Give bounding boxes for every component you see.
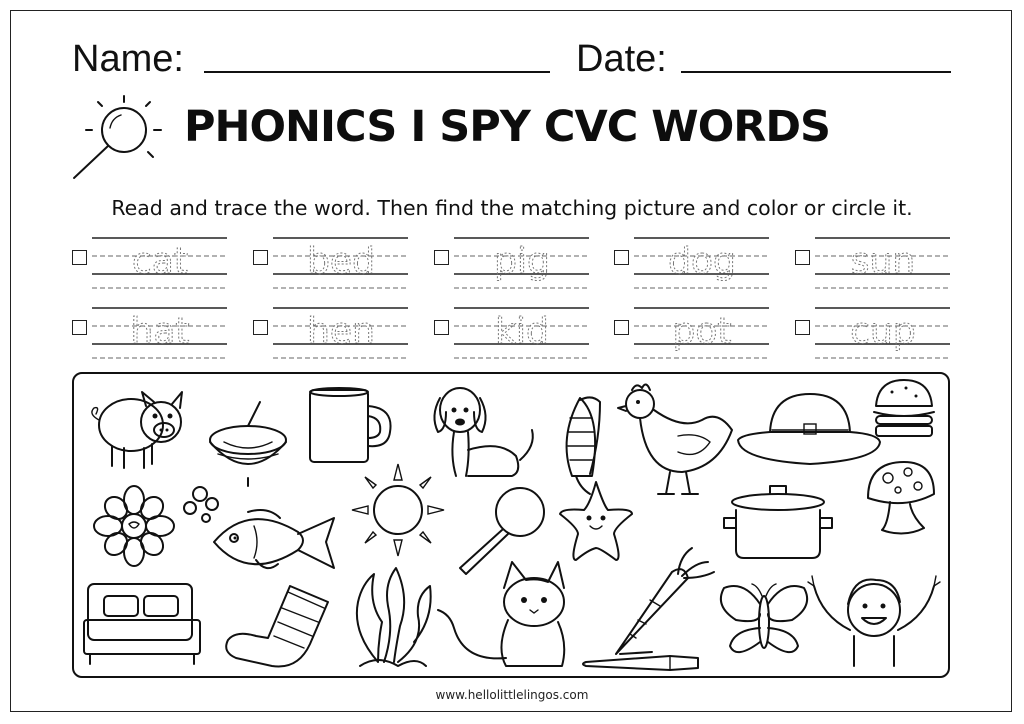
fish-icon[interactable] [214, 510, 334, 568]
trace-word-text: pot [672, 311, 732, 352]
word-trace-cat[interactable] [72, 228, 252, 298]
pig-icon[interactable] [92, 392, 182, 468]
picture-illustrations [74, 374, 948, 676]
pen-icon[interactable] [583, 652, 698, 670]
trace-lines [815, 228, 975, 298]
spinning-top-icon[interactable] [210, 402, 286, 486]
word-checkbox[interactable] [253, 250, 268, 265]
word-checkbox[interactable] [72, 250, 87, 265]
trace-lines [454, 228, 614, 298]
word-trace-bed[interactable] [253, 228, 433, 298]
corn-icon[interactable] [567, 397, 600, 494]
name-label: Name: [72, 38, 184, 80]
word-checkbox[interactable] [614, 320, 629, 335]
butterfly-icon[interactable] [721, 584, 807, 652]
word-checkbox[interactable] [614, 250, 629, 265]
date-label: Date: [576, 38, 667, 80]
trace-word-text: cat [132, 241, 188, 282]
mug-icon[interactable] [310, 388, 391, 462]
trace-word-text: dog [668, 241, 736, 282]
trace-lines [815, 298, 975, 368]
word-checkbox[interactable] [253, 320, 268, 335]
trace-lines [92, 228, 252, 298]
title-area [66, 86, 846, 186]
carrot-icon[interactable] [616, 548, 714, 654]
hen-icon[interactable] [618, 384, 732, 494]
word-trace-hen[interactable] [253, 298, 433, 368]
word-checkbox[interactable] [72, 320, 87, 335]
word-trace-dog[interactable] [614, 228, 794, 298]
name-write-line[interactable] [204, 71, 550, 73]
word-trace-pot[interactable] [614, 298, 794, 368]
trace-word-text: sun [850, 241, 916, 282]
trace-word-text: bed [307, 241, 375, 282]
trace-lines [634, 228, 794, 298]
trace-word-text: hen [307, 311, 375, 352]
date-write-line[interactable] [681, 71, 951, 73]
trace-lines [273, 228, 433, 298]
word-trace-cup[interactable] [795, 298, 975, 368]
magnifier-icon [66, 86, 176, 186]
worksheet-title: PHONICS I SPY CVC WORDS [184, 102, 831, 152]
sun-icon[interactable] [352, 464, 444, 556]
word-checkbox[interactable] [795, 250, 810, 265]
dog-icon[interactable] [434, 388, 532, 476]
flower-icon[interactable] [94, 486, 174, 566]
burger-icon[interactable] [874, 380, 934, 436]
trace-lines [92, 298, 252, 368]
kid-icon[interactable] [808, 576, 940, 666]
cat-icon[interactable] [438, 562, 564, 666]
trace-word-text: cup [850, 311, 916, 352]
trace-word-text: kid [495, 311, 549, 352]
hat-icon[interactable] [738, 394, 880, 464]
trace-lines [634, 298, 794, 368]
mushroom-icon[interactable] [868, 462, 934, 534]
trace-word-text: hat [130, 311, 190, 352]
word-checkbox[interactable] [434, 320, 449, 335]
seaweed-icon[interactable] [357, 568, 431, 666]
starfish-icon[interactable] [560, 482, 632, 560]
word-trace-kid[interactable] [434, 298, 614, 368]
bubbles-icon[interactable] [184, 487, 218, 522]
picture-area [72, 372, 950, 678]
trace-lines [454, 298, 614, 368]
word-checkbox[interactable] [795, 320, 810, 335]
word-checkbox[interactable] [434, 250, 449, 265]
lollipop-icon[interactable] [460, 488, 544, 574]
trace-lines [273, 298, 433, 368]
trace-word-text: pig [494, 241, 550, 282]
word-trace-hat[interactable] [72, 298, 252, 368]
footer-url: www.hellolittlelingos.com [435, 688, 589, 702]
word-trace-pig[interactable] [434, 228, 614, 298]
instructions-text: Read and trace the word. Then find the matching picture and color or circle it. [111, 196, 913, 220]
word-trace-sun[interactable] [795, 228, 975, 298]
pot-icon[interactable] [724, 486, 832, 558]
sock-icon[interactable] [226, 586, 328, 667]
bed-icon[interactable] [84, 584, 200, 664]
